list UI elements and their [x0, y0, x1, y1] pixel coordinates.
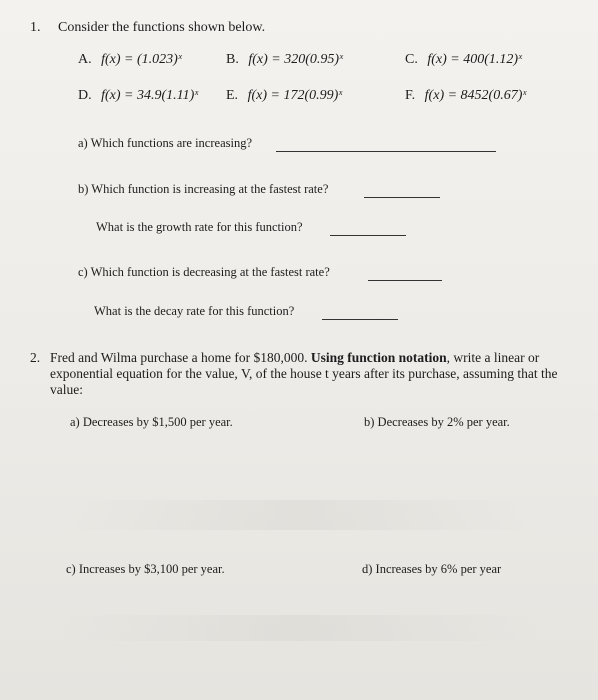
q2c-question: c) Increases by $3,100 per year. — [66, 562, 225, 576]
function-a — [78, 52, 182, 68]
q1b-growth-blank[interactable] — [330, 234, 406, 236]
function-d-letter: D. — [78, 88, 92, 103]
q1a-question: a) Which functions are increasing? — [78, 136, 252, 150]
q2b-question: b) Decreases by 2% per year. — [364, 415, 510, 429]
function-e — [226, 88, 342, 104]
q1c-decay-question: What is the decay rate for this function? — [94, 304, 295, 318]
q1b-question: b) Which function is increasing at the fastest rate? — [78, 182, 329, 196]
function-b — [226, 52, 343, 68]
function-b-expr: f(x) = 320(0.95)ˣ — [248, 52, 343, 67]
q1c-decay-blank[interactable] — [322, 318, 398, 320]
q1b-growth-question: What is the growth rate for this function? — [96, 220, 303, 234]
q2-prompt — [30, 350, 580, 398]
function-a-letter: A. — [78, 52, 92, 67]
function-c — [405, 52, 522, 68]
function-e-expr: f(x) = 172(0.99)ˣ — [247, 88, 343, 103]
q2-number: 2. — [30, 350, 41, 365]
function-b-letter: B. — [226, 52, 239, 67]
q2a-question: a) Decreases by $1,500 per year. — [70, 415, 233, 429]
function-f-expr: f(x) = 8452(0.67)ˣ — [424, 88, 527, 103]
q1c-question: c) Which function is decreasing at the fastest rate? — [78, 265, 330, 279]
function-c-letter: C. — [405, 52, 418, 67]
function-a-expr: f(x) = (1.023)ˣ — [101, 52, 182, 67]
q2-text-bold: Using function notation — [310, 350, 447, 365]
q2d-question: d) Increases by 6% per year — [362, 562, 502, 576]
function-d — [78, 88, 198, 104]
show-through-text — [250, 118, 253, 130]
show-through-band — [60, 500, 540, 530]
function-f-letter: F. — [405, 88, 416, 103]
function-d-expr: f(x) = 34.9(1.11)ˣ — [101, 88, 199, 103]
q2-text-before: Fred and Wilma purchase a home for $180,000. — [50, 350, 311, 365]
q1-number: 1. — [30, 20, 41, 35]
function-c-expr: f(x) = 400(1.12)ˣ — [427, 52, 522, 67]
q1b-answer-blank[interactable] — [364, 196, 440, 198]
function-e-letter: E. — [226, 88, 239, 103]
q2-text-after: , write a linear or exponential equation for the value, V, of the house t years after its purchase, assuming that the value: — [50, 350, 558, 397]
q1-prompt: Consider the functions shown below. — [58, 20, 266, 35]
show-through-band — [60, 615, 540, 641]
q1c-answer-blank[interactable] — [368, 279, 442, 281]
q1a-answer-blank[interactable] — [276, 150, 496, 152]
function-f — [405, 88, 526, 104]
